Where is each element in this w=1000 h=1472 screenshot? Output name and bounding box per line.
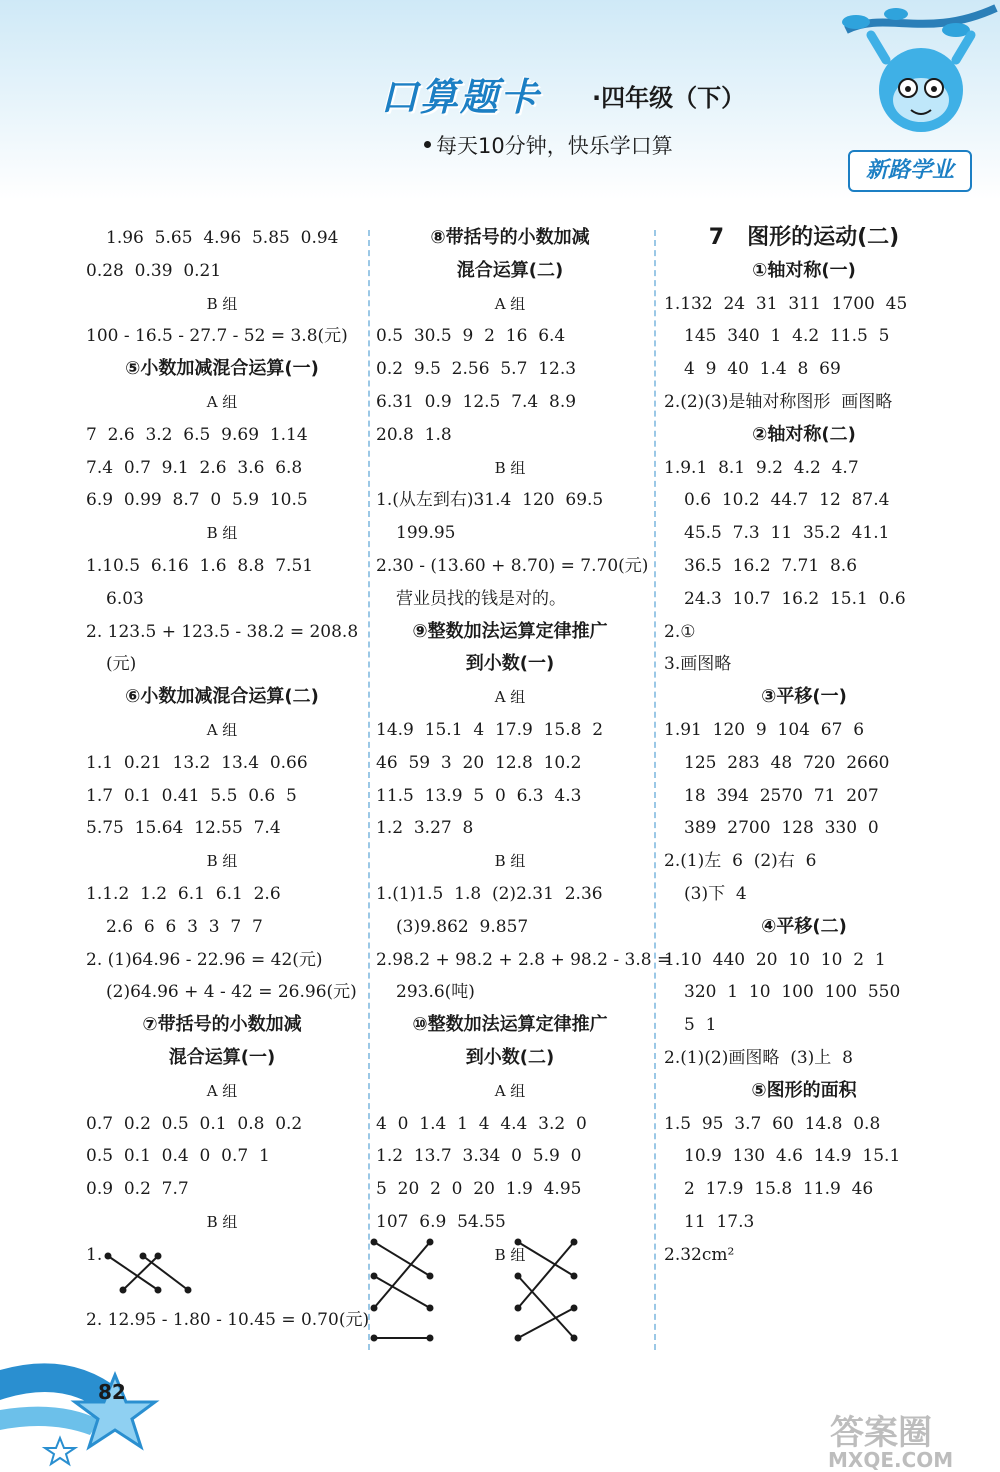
section-heading: ①轴对称(一) bbox=[752, 259, 856, 281]
section-heading: 7 图形的运动(二) bbox=[708, 225, 900, 250]
grade-label: ·四年级（下） bbox=[592, 84, 746, 112]
answer-line: 46 59 3 20 12.8 10.2 bbox=[376, 752, 582, 773]
group-label: B 组 bbox=[494, 458, 526, 477]
slogan: 每天10分钟，快乐学口算 bbox=[436, 134, 673, 158]
group-label: B 组 bbox=[494, 1245, 526, 1264]
answer-line: 5.75 15.64 12.55 7.4 bbox=[86, 818, 281, 839]
answer-line: 6.31 0.9 12.5 7.4 8.9 bbox=[376, 391, 577, 412]
group-label: A 组 bbox=[206, 1081, 238, 1100]
answer-line: 2.① bbox=[664, 621, 696, 642]
answer-line: (元) bbox=[106, 654, 137, 675]
answer-line: 2. 12.95 - 1.80 - 10.45 = 0.70(元) bbox=[86, 1310, 370, 1331]
answer-line: 2.30 - (13.60 + 8.70) = 7.70(元) bbox=[376, 555, 649, 576]
watermark: 答案圈 bbox=[830, 1413, 932, 1453]
answer-line: 1.2 3.27 8 bbox=[376, 818, 474, 839]
answer-line: 4 0 1.4 1 4 4.4 3.2 0 bbox=[376, 1113, 587, 1134]
answer-line: 389 2700 128 330 0 bbox=[684, 818, 879, 839]
publisher-logo: 新路学业 bbox=[848, 150, 972, 192]
answer-line: 5 20 2 0 20 1.9 4.95 bbox=[376, 1179, 582, 1200]
answer-line: 1.5 95 3.7 60 14.8 0.8 bbox=[664, 1113, 881, 1134]
answer-line: 0.6 10.2 44.7 12 87.4 bbox=[684, 490, 890, 511]
answer-line: 2.32cm² bbox=[664, 1244, 735, 1265]
group-label: A 组 bbox=[206, 720, 238, 739]
answer-line: 107 6.9 54.55 bbox=[376, 1211, 506, 1232]
answer-line: 14.9 15.1 4 17.9 15.8 2 bbox=[376, 719, 604, 740]
answer-line: 10.9 130 4.6 14.9 15.1 bbox=[684, 1146, 901, 1167]
section-heading: ⑥小数加减混合运算(二) bbox=[125, 686, 319, 708]
answer-line: 145 340 1 4.2 11.5 5 bbox=[684, 326, 890, 347]
answer-line: 1.(1)1.5 1.8 (2)2.31 2.36 bbox=[376, 883, 603, 904]
answer-line: 1.10.5 6.16 1.6 8.8 7.51 bbox=[86, 555, 314, 576]
answer-line: 0.5 30.5 9 2 16 6.4 bbox=[376, 326, 566, 347]
section-heading: 混合运算(二) bbox=[456, 259, 564, 281]
bullet-dot bbox=[424, 141, 431, 148]
matching-diagram bbox=[98, 1248, 198, 1298]
answer-line: 100 - 16.5 - 27.7 - 52 = 3.8(元) bbox=[86, 326, 348, 347]
answer-line: 2 17.9 15.8 11.9 46 bbox=[684, 1179, 874, 1200]
section-heading: ⑤图形的面积 bbox=[751, 1079, 857, 1101]
section-heading: ⑧带括号的小数加减 bbox=[430, 227, 590, 248]
answer-line: 1.9.1 8.1 9.2 4.2 4.7 bbox=[664, 457, 859, 478]
answer-line: 320 1 10 100 100 550 bbox=[684, 982, 901, 1003]
answer-line: 2.(1)左 6 (2)右 6 bbox=[664, 851, 817, 872]
answer-line: 18 394 2570 71 207 bbox=[684, 785, 879, 806]
answer-line: 1. bbox=[86, 1244, 103, 1265]
answer-line: (3)下 4 bbox=[684, 883, 747, 904]
section-heading: ③平移(一) bbox=[761, 686, 847, 708]
answer-line: 11 17.3 bbox=[684, 1211, 755, 1232]
group-label: B 组 bbox=[206, 524, 238, 543]
matching-diagram bbox=[512, 1236, 584, 1344]
section-heading: ②轴对称(二) bbox=[752, 423, 856, 445]
section-heading: ⑤小数加减混合运算(一) bbox=[125, 358, 319, 380]
answer-line: 293.6(吨) bbox=[396, 982, 475, 1003]
answer-line: 1.1.2 1.2 6.1 6.1 2.6 bbox=[86, 883, 281, 904]
answer-line: 20.8 1.8 bbox=[376, 424, 452, 445]
answer-line: 1.132 24 31 311 1700 45 bbox=[664, 293, 908, 314]
answer-line: 199.95 bbox=[396, 523, 456, 544]
answer-line: 1.1 0.21 13.2 13.4 0.66 bbox=[86, 752, 308, 773]
answer-line: 4 9 40 1.4 8 69 bbox=[684, 359, 841, 380]
answer-line: 2.98.2 + 98.2 + 2.8 + 98.2 - 3.8 = bbox=[376, 949, 672, 970]
answer-line: 0.5 0.1 0.4 0 0.7 1 bbox=[86, 1146, 270, 1167]
shooting-star-icon bbox=[0, 1330, 170, 1470]
group-label: B 组 bbox=[206, 294, 238, 313]
section-heading: 到小数(一) bbox=[465, 653, 555, 675]
answer-line: 0.2 9.5 2.56 5.7 12.3 bbox=[376, 359, 577, 380]
column-divider bbox=[654, 230, 656, 1350]
group-label: A 组 bbox=[494, 1081, 526, 1100]
section-heading: ⑦带括号的小数加减 bbox=[142, 1014, 302, 1036]
answer-line: 5 1 bbox=[684, 1015, 717, 1036]
watermark-url: MXQE.COM bbox=[828, 1448, 954, 1472]
answer-line: 7.4 0.7 9.1 2.6 3.6 6.8 bbox=[86, 457, 303, 478]
answer-line: 2.(2)(3)是轴对称图形 画图略 bbox=[664, 391, 893, 412]
answer-line: 营业员找的钱是对的。 bbox=[396, 588, 566, 609]
answer-column-3 bbox=[664, 222, 944, 1272]
section-heading: 混合运算(一) bbox=[168, 1046, 276, 1068]
group-label: A 组 bbox=[494, 688, 526, 707]
answer-column-1 bbox=[86, 222, 370, 1337]
answer-line: (3)9.862 9.857 bbox=[396, 916, 529, 937]
answer-line: 2. (1)64.96 - 22.96 = 42(元) bbox=[86, 949, 323, 970]
answer-line: 0.9 0.2 7.7 bbox=[86, 1179, 189, 1200]
section-heading: ⑨整数加法运算定律推广 bbox=[412, 620, 608, 642]
book-title: 口算题卡 bbox=[380, 75, 541, 119]
answer-line: 6.9 0.99 8.7 0 5.9 10.5 bbox=[86, 490, 308, 511]
answer-line: 2. 123.5 + 123.5 - 38.2 = 208.8 bbox=[86, 621, 359, 642]
answer-line: 2.(1)(2)画图略 (3)上 8 bbox=[664, 1047, 853, 1068]
group-label: B 组 bbox=[206, 1212, 238, 1231]
group-label: B 组 bbox=[494, 852, 526, 871]
group-label: A 组 bbox=[494, 294, 526, 313]
answer-line: 7 2.6 3.2 6.5 9.69 1.14 bbox=[86, 424, 308, 445]
answer-line: 0.7 0.2 0.5 0.1 0.8 0.2 bbox=[86, 1113, 303, 1134]
page-number: 82 bbox=[98, 1380, 126, 1404]
answer-line: 3.画图略 bbox=[664, 654, 732, 675]
answer-line: 0.28 0.39 0.21 bbox=[86, 260, 222, 281]
group-label: A 组 bbox=[206, 392, 238, 411]
answer-line: 1.91 120 9 104 67 6 bbox=[664, 719, 865, 740]
answer-line: 45.5 7.3 11 35.2 41.1 bbox=[684, 523, 890, 544]
matching-diagram bbox=[368, 1236, 440, 1344]
section-heading: ④平移(二) bbox=[761, 915, 847, 937]
answer-line: 2.6 6 6 3 3 7 7 bbox=[106, 916, 263, 937]
answer-line: 1.96 5.65 4.96 5.85 0.94 bbox=[106, 228, 339, 248]
answer-line: 36.5 16.2 7.71 8.6 bbox=[684, 555, 858, 576]
answer-line: 24.3 10.7 16.2 15.1 0.6 bbox=[684, 588, 906, 609]
answer-line: 125 283 48 720 2660 bbox=[684, 752, 890, 773]
answer-column-2 bbox=[376, 222, 672, 1272]
answer-line: 1.2 13.7 3.34 0 5.9 0 bbox=[376, 1146, 582, 1167]
section-heading: ⑩整数加法运算定律推广 bbox=[412, 1014, 608, 1036]
answer-line: 1.(从左到右)31.4 120 69.5 bbox=[376, 490, 604, 511]
answer-line: 1.7 0.1 0.41 5.5 0.6 5 bbox=[86, 785, 297, 806]
answer-line: (2)64.96 + 4 - 42 = 26.96(元) bbox=[106, 982, 357, 1003]
answer-line: 11.5 13.9 5 0 6.3 4.3 bbox=[376, 785, 582, 806]
column-divider bbox=[368, 230, 370, 1350]
answer-line: 6.03 bbox=[106, 588, 144, 609]
section-heading: 到小数(二) bbox=[465, 1046, 555, 1068]
answer-line: 1.10 440 20 10 10 2 1 bbox=[664, 949, 886, 970]
group-label: B 组 bbox=[206, 852, 238, 871]
